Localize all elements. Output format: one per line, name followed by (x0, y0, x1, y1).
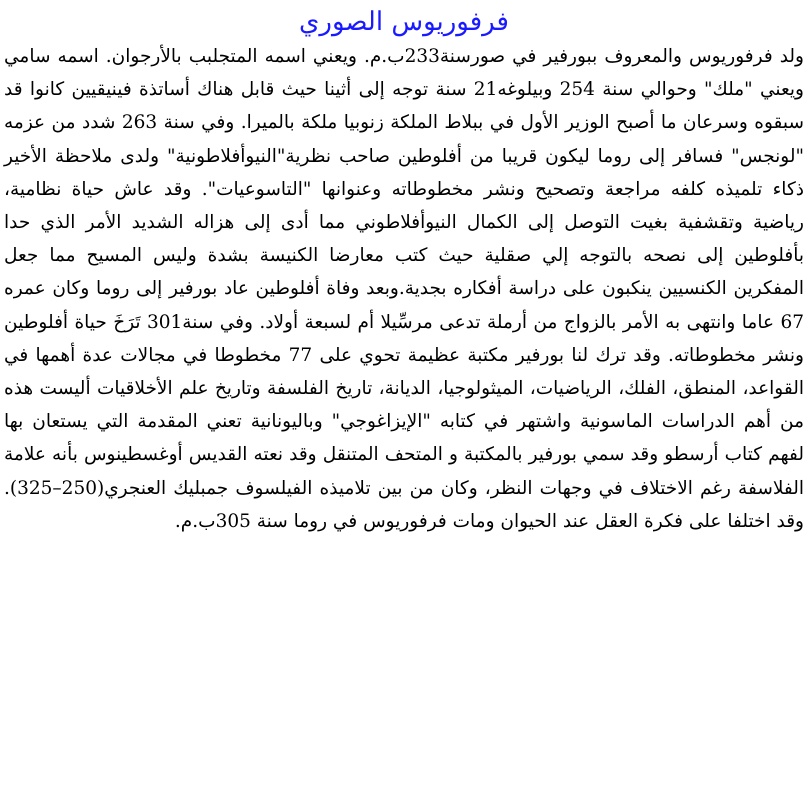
document-page (4, 4, 804, 538)
biography-paragraph: ولد فرفوريوس والمعروف ببورفير في صورسنة233ب.م. ويعني اسمه المتجلبب بالأرجوان. اسمه سامي ويعني "ملك" وحوالي سنة 254 وبيلوغه21 سنة توجه إلى أثينا حيث قابل هناك أساتذة فينيقيين كانوا قد سبقوه وسرعان ما أصبح الوزير الأول في ببلاط الملكة زنوبيا ملكة بالميرا. وفي سنة 263 شدد من عزمه "لونجس" فسافر إلى روما ليكون قريبا من أفلوطين صاحب نظرية"النيوأفلاطونية" ولدى ملاحظة الأخير ذكاء تلميذه كلفه مراجعة وتصحيح ونشر مخطوطاته وعنوانها "التاسوعيات". وقد عاش حياة نظامية، رياضية وتقشفية بغيت التوصل إلى الكمال النيوأفلاطوني مما أدى إلى هزاله الشديد الأمر الذي حدا بأفلوطين إلى نصحه بالتوجه إلي صقلية حيث كتب معارضا الكنيسة بشدة وليس المسيح مما جعل المفكرين الكنسيين ينكبون على دراسة أفكاره بجدية.وبعد وفاة أفلوطين عاد بورفير إلى روما وكان عمره 67 عاما وانتهى به الأمر بالزواج من أرملة تدعى مرسِّيلا أم لسبعة أولاد. وفي سنة301 تَرَخَ حياة أفلوطين ونشر مخطوطاته. وقد ترك لنا بورفير مكتبة عظيمة تحوي على 77 مخطوطا في مجالات عدة أهمها في القواعد، المنطق، الفلك، الرياضيات، الميثولوجيا، الديانة، تاريخ الفلسفة وتاريخ علم الأخلاقيات أليست هذه من أهم الدراسات الماسونية واشتهر في كتابه "الإيزاغوجي" وباليونانية تعني المقدمة التي يستعان بها لفهم كتاب أرسطو وقد سمي بورفير بالمكتبة و المتحف المتنقل وقد نعته القديس أوغسطينوس بأنه علامة الفلاسفة رغم الاختلاف في وجهات النظر، وكان من بين تلاميذه الفيلسوف جمبليك العنجري(250–325). وقد اختلفا على فكرة العقل عند الحيوان ومات فرفوريوس في روما سنة 305ب.م. (4, 46, 804, 532)
document-title: فرفوريوس الصوري (299, 7, 509, 37)
